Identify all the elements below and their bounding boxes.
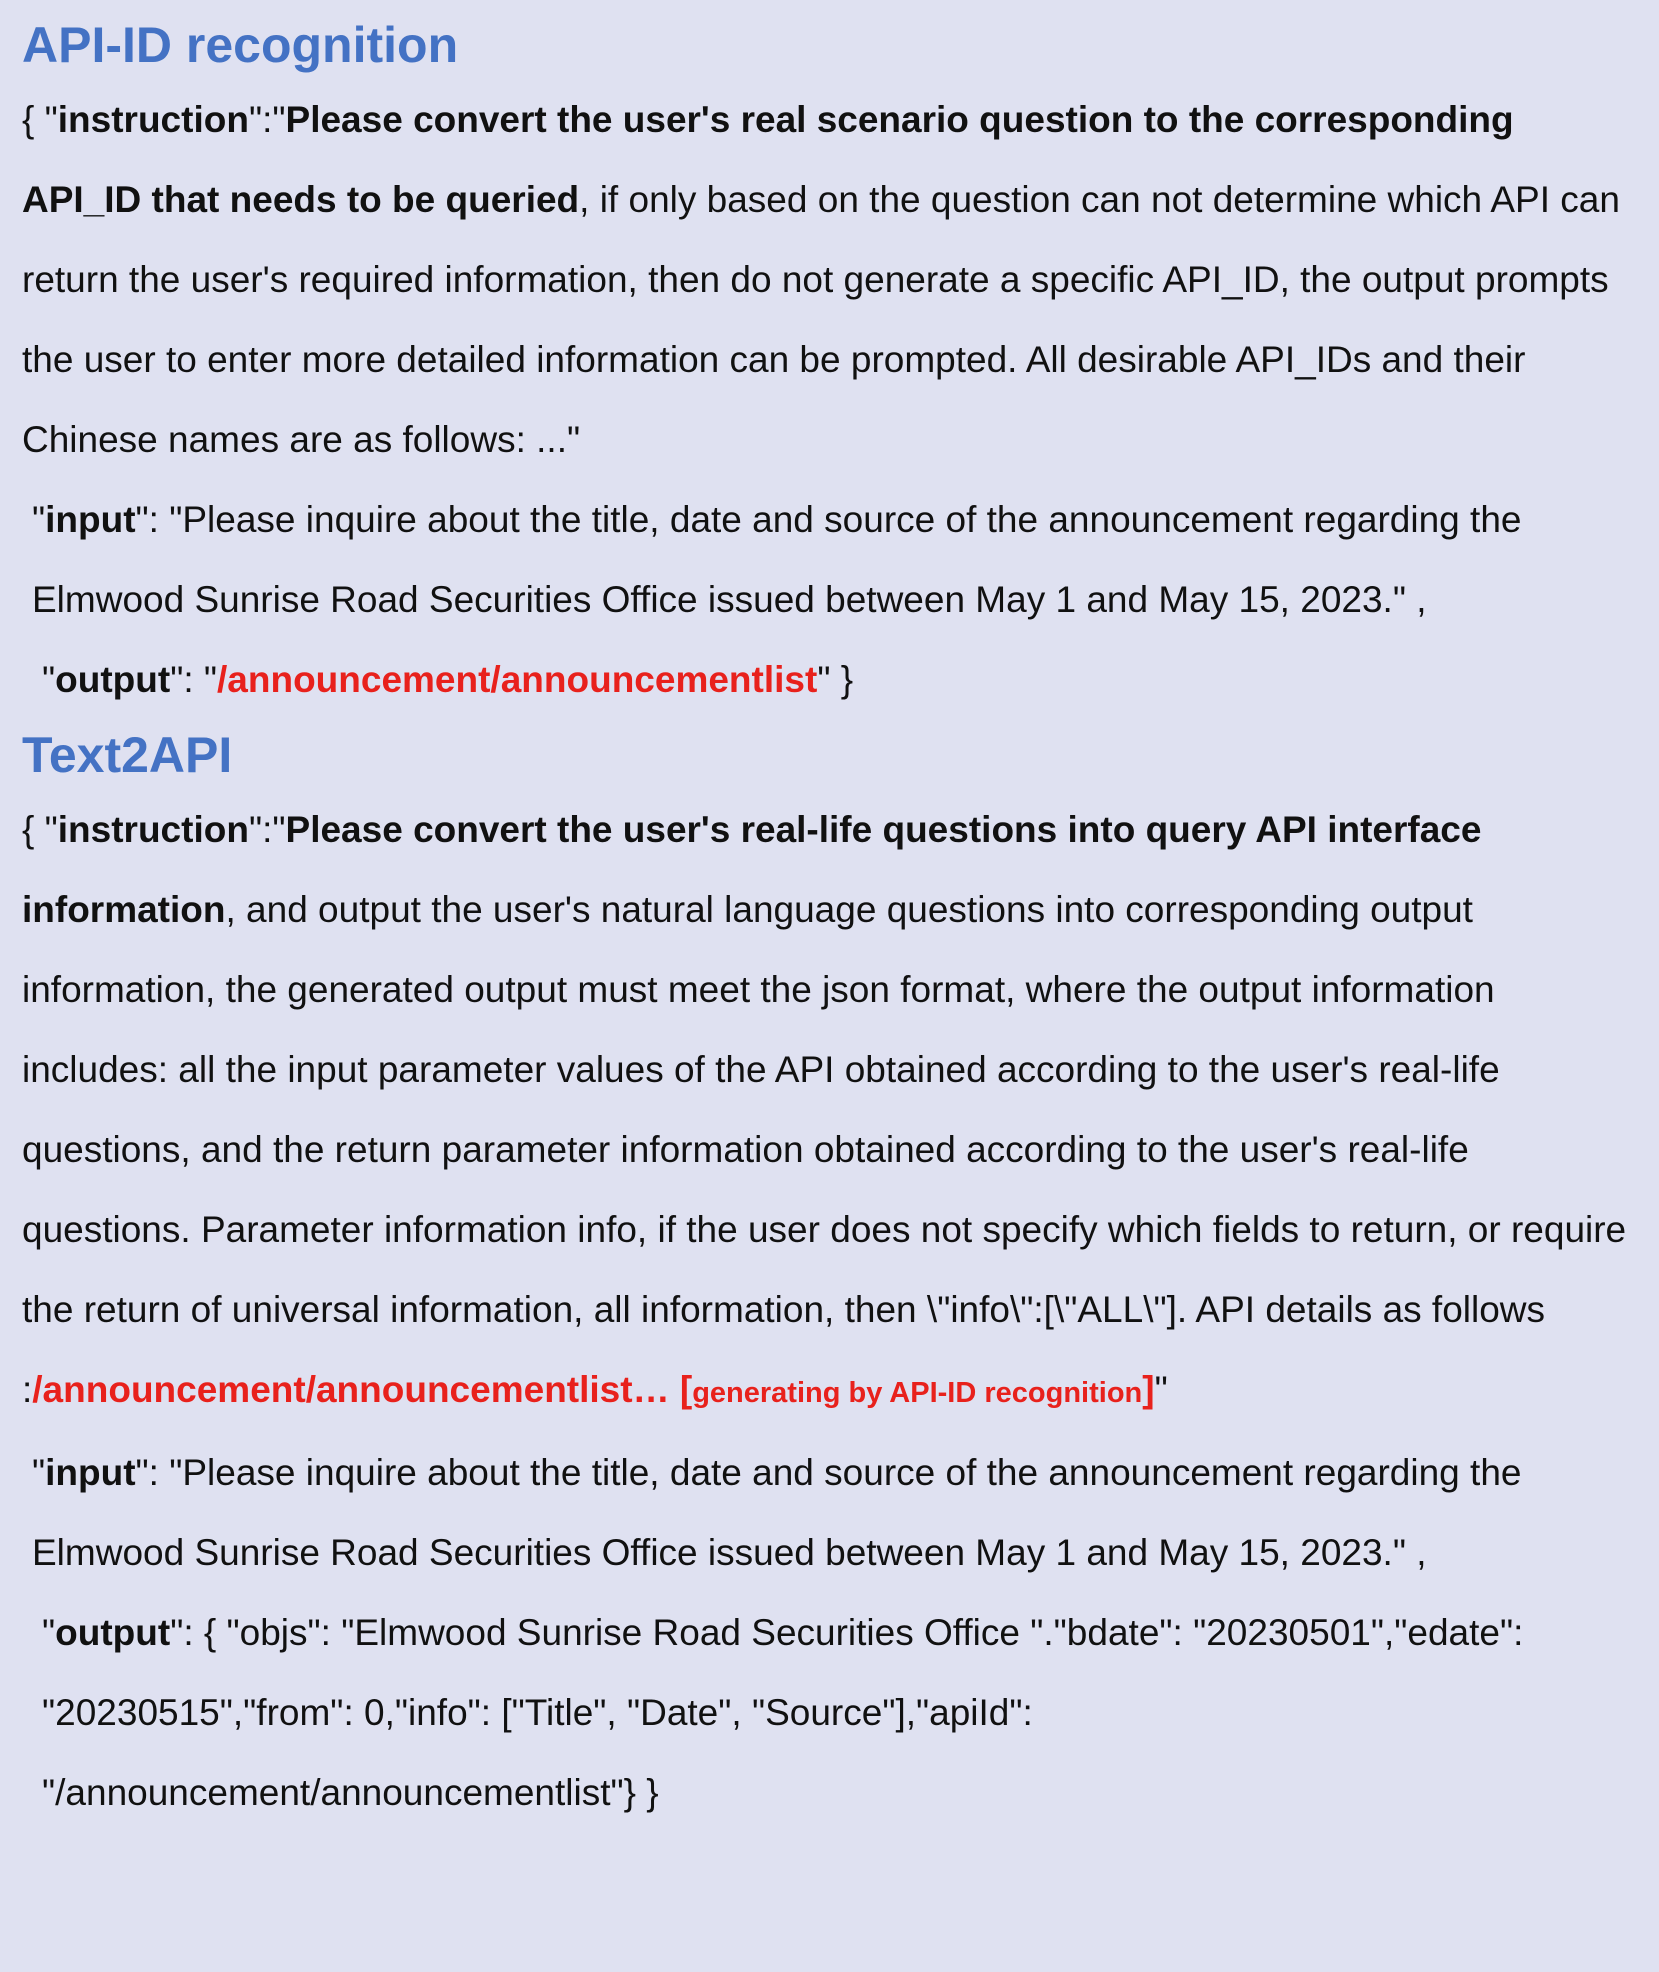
output-sep: ": " <box>170 659 218 700</box>
input-block: "input": "Please inquire about the title, date and source of the announcement regarding the Elmwood Sunrise Road Securities Office issued between May 1 and May 15, 2023." , <box>32 499 1522 620</box>
instruction-bold-text: Please convert the user's real scenario question to the corresponding API_ID that needs to be queried <box>22 99 1514 220</box>
instruction-rest-text: , and output the user's natural language questions into corresponding output information, the generated output must meet the json format, where the output information includes: all the input parameter values of the API obtained according to the user's real-life questions, and the return parameter information obtained according to the user's real-life questions. Parameter information info, if the user does not specify which fields to return, or require the return of universal information, all information, then \"info\":[\"ALL\"]. API details as follows : <box>22 889 1627 1410</box>
instruction-block <box>22 790 1637 1433</box>
output-key: output <box>55 659 171 700</box>
brace-open: { " <box>22 99 58 140</box>
input-value: ": "Please inquire about the title, date and source of the announcement regarding the Elmwood Sunrise Road Securities Office issued between May 1 and May 15, 2023." , <box>32 499 1522 620</box>
output-key: output <box>55 1612 171 1653</box>
section-title-api-id-recognition: API-ID recognition <box>22 17 459 73</box>
input-key: input <box>45 499 136 540</box>
bracket-close: ] <box>1142 1369 1155 1410</box>
input-value: ": "Please inquire about the title, date and source of the announcement regarding the Elmwood Sunrise Road Securities Office issued between May 1 and May 15, 2023." , <box>32 1452 1522 1573</box>
instruction-key: instruction <box>57 809 249 850</box>
instruction-sep: ":" <box>248 99 286 140</box>
brace-open: { " <box>22 809 58 850</box>
output-api-id: /announcement/announcementlist <box>217 659 818 700</box>
instruction-block <box>22 80 1637 480</box>
api-details-red: /announcement/announcementlist… <box>32 1369 670 1410</box>
bracket-note: generating by API-ID recognition <box>692 1377 1143 1409</box>
instruction-bold-text: Please convert the user's real-life questions into query API interface information <box>22 809 1482 930</box>
input-block: "input": "Please inquire about the title, date and source of the announcement regarding the Elmwood Sunrise Road Securities Office issued between May 1 and May 15, 2023." , <box>32 1452 1522 1573</box>
section-title-text2api: Text2API <box>22 727 233 783</box>
output-block: "output": { "objs": "Elmwood Sunrise Road Securities Office "."bdate": "20230501","edate": "20230515","from": 0,"info": ["Title", "Date", "Source"],"apiId": "/announcement/announcementlist"} } <box>42 1612 1524 1813</box>
instruction-close: " <box>1154 1369 1168 1410</box>
output-close: " } <box>817 659 854 700</box>
input-key: input <box>45 1452 136 1493</box>
instruction-rest-text: , if only based on the question can not determine which API can return the user's required information, then do not generate a specific API_ID, the output prompts the user to enter more detailed information can be prompted. All desirable API_IDs and their Chinese names are as follows: ..." <box>22 179 1620 460</box>
bracket-open: [ <box>669 1369 693 1410</box>
output-value: ": { "objs": "Elmwood Sunrise Road Securities Office "."bdate": "20230501","edate": "20230515","from": 0,"info": ["Title", "Date", "Source"],"apiId": "/announcement/announcementlist"} } <box>42 1612 1524 1813</box>
instruction-key: instruction <box>57 99 249 140</box>
output-block: "output": "/announcement/announcementlist" } <box>42 659 854 700</box>
instruction-sep: ":" <box>248 809 286 850</box>
